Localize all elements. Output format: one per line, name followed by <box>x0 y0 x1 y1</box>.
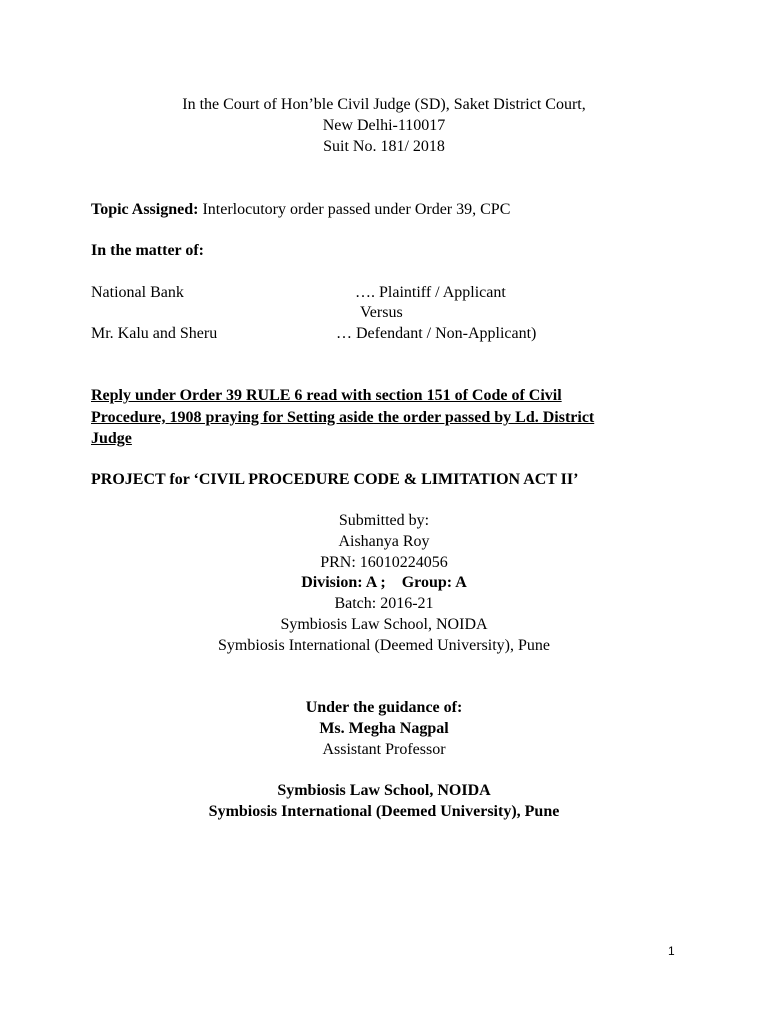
guidance-heading: Under the guidance of: <box>305 699 463 716</box>
project-title: PROJECT for ‘CIVIL PROCEDURE CODE & LIMITATION ACT II’ <box>91 471 579 488</box>
student-prn: PRN: 16010224056 <box>320 554 448 571</box>
defendant-name: Mr. Kalu and Sheru <box>91 325 218 342</box>
footer-school: Symbiosis Law School, NOIDA <box>277 782 491 799</box>
topic-label: Topic Assigned: <box>91 201 199 218</box>
defendant-role: … Defendant / Non-Applicant) <box>336 325 537 342</box>
page-number: 1 <box>668 944 675 958</box>
guide-name: Ms. Megha Nagpal <box>319 720 449 737</box>
reply-line-1: Reply under Order 39 RULE 6 read with section 151 of Code of Civil <box>91 387 562 404</box>
versus-label: Versus <box>360 304 403 321</box>
division-label: Division: A ; <box>301 574 386 591</box>
guide-designation: Assistant Professor <box>322 741 446 758</box>
division-group <box>0 572 768 593</box>
university-name: Symbiosis International (Deemed University), Pune <box>218 637 550 654</box>
submitted-by-label: Submitted by: <box>338 512 430 529</box>
batch: Batch: 2016-21 <box>334 595 434 612</box>
reply-line-2: Procedure, 1908 praying for Setting aside the order passed by Ld. District <box>91 409 595 426</box>
plaintiff-role: …. Plaintiff / Applicant <box>355 284 506 301</box>
footer-university: Symbiosis International (Deemed University), Pune <box>208 803 560 820</box>
topic-value: Interlocutory order passed under Order 39, CPC <box>198 201 511 218</box>
court-address-line: New Delhi-110017 <box>322 117 446 134</box>
plaintiff-name: National Bank <box>91 284 184 301</box>
court-name-line: In the Court of Hon’ble Civil Judge (SD), Saket District Court, <box>182 96 586 113</box>
school-name: Symbiosis Law School, NOIDA <box>280 616 488 633</box>
student-name: Aishanya Roy <box>338 533 430 550</box>
matter-heading: In the matter of: <box>91 242 205 259</box>
group-label: Group: A <box>401 574 467 591</box>
suit-number: Suit No. 181/ 2018 <box>323 138 445 155</box>
topic-assigned <box>91 199 510 220</box>
reply-line-3: Judge <box>91 430 132 447</box>
